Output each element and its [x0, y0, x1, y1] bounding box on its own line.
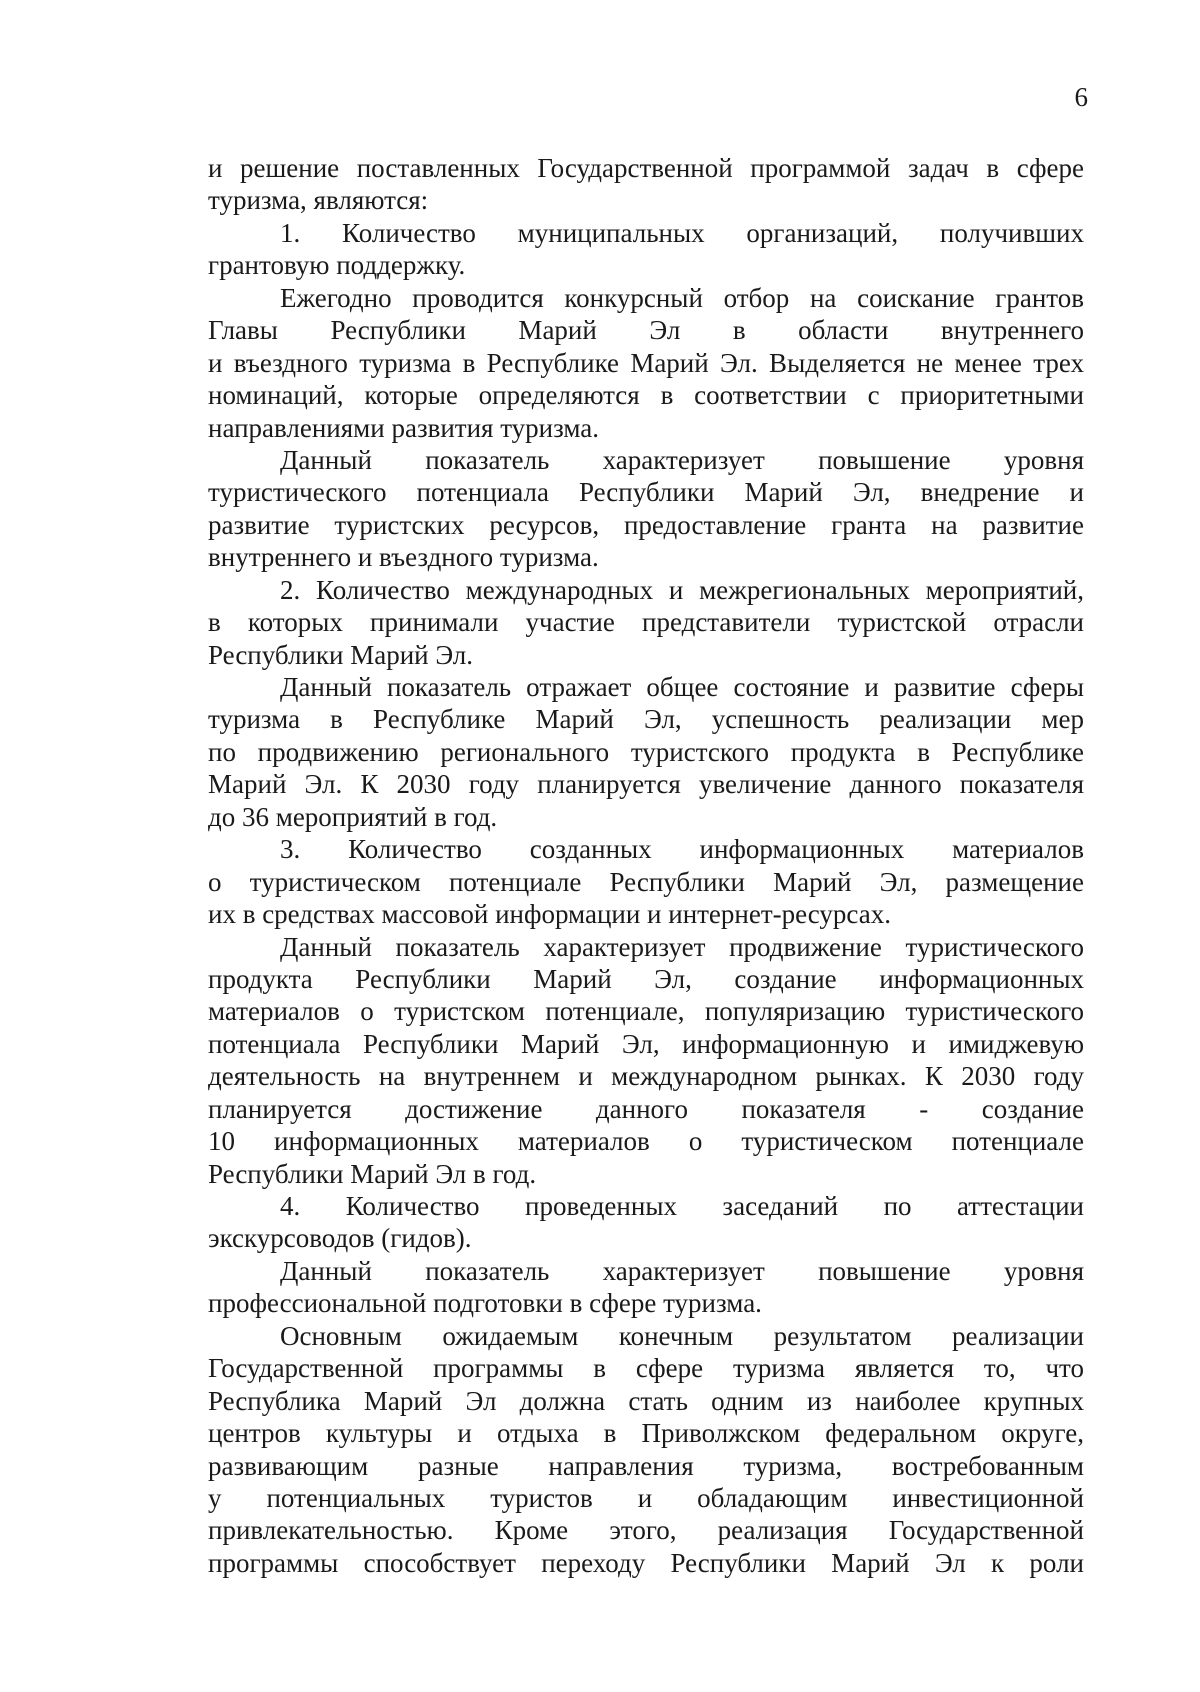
text-line: у потенциальных туристов и обладающим инвестиционной — [208, 1482, 1084, 1513]
document-body — [208, 152, 1084, 1579]
text-line: 4. Количество проведенных заседаний по аттестации — [280, 1191, 1084, 1221]
text-line: центров культуры и отдыха в Приволжском федеральном округе, — [208, 1418, 1084, 1449]
text-line: экскурсоводов (гидов). — [208, 1223, 472, 1254]
text-line: Данный показатель отражает общее состояние и развитие сферы — [280, 672, 1084, 702]
text-line: Главы Республики Марий Эл в области внутреннего — [208, 315, 1084, 346]
text-line: туризма, являются: — [208, 185, 429, 216]
text-line: Данный показатель характеризует повышение уровня — [280, 444, 1084, 475]
text-line: программы способствует переходу Республики Марий Эл к роли — [208, 1547, 1084, 1578]
text-line: развитие туристских ресурсов, предоставление гранта на развитие — [208, 509, 1084, 540]
text-line: и въездного туризма в Республике Марий Эл. Выделяется не менее трех — [208, 347, 1084, 378]
page-number: 6 — [1074, 82, 1088, 112]
text-line: 1. Количество муниципальных организаций, получивших — [280, 217, 1084, 248]
text-line: по продвижению регионального туристского продукта в Республике — [208, 736, 1084, 767]
text-line: в которых принимали участие представители туристской отрасли — [208, 607, 1084, 638]
text-line: развивающим разные направления туризма, востребованным — [208, 1450, 1084, 1481]
text-line: Государственной программы в сфере туризма является то, что — [208, 1353, 1084, 1384]
text-line: грантовую поддержку. — [208, 250, 466, 281]
text-line: планируется достижение данного показателя - создание — [208, 1093, 1084, 1124]
text-line: материалов о туристском потенциале, популяризацию туристического — [208, 996, 1084, 1027]
text-line: Республики Марий Эл в год. — [208, 1158, 537, 1189]
text-line: Данный показатель характеризует продвижение туристического — [280, 931, 1084, 962]
text-line: 3. Количество созданных информационных материалов — [280, 834, 1084, 865]
text-line: Республики Марий Эл. — [208, 639, 474, 670]
text-line: потенциала Республики Марий Эл, информационную и имиджевую — [208, 1028, 1084, 1059]
text-line: привлекательностью. Кроме этого, реализация Государственной — [208, 1515, 1084, 1546]
text-line: Республика Марий Эл должна стать одним из наиболее крупных — [208, 1385, 1084, 1416]
text-line: профессиональной подготовки в сфере туризма. — [208, 1288, 762, 1319]
text-line: о туристическом потенциале Республики Марий Эл, размещение — [208, 866, 1084, 897]
text-line: направлениями развития туризма. — [208, 412, 600, 443]
text-line: продукта Республики Марий Эл, создание информационных — [208, 963, 1084, 994]
text-line: туризма в Республике Марий Эл, успешность реализации мер — [208, 704, 1084, 735]
text-line: Основным ожидаемым конечным результатом реализации — [280, 1320, 1084, 1351]
text-line: внутреннего и въездного туризма. — [208, 542, 599, 573]
text-line: Марий Эл. К 2030 году планируется увеличение данного показателя — [208, 769, 1084, 800]
text-line: деятельность на внутреннем и международном рынках. К 2030 году — [208, 1061, 1084, 1092]
text-line: до 36 мероприятий в год. — [208, 801, 498, 832]
text-line: их в средствах массовой информации и интернет-ресурсах. — [208, 899, 891, 930]
text-line: туристического потенциала Республики Марий Эл, внедрение и — [208, 477, 1084, 508]
text-line: 2. Количество международных и межрегиональных мероприятий, — [280, 574, 1084, 605]
text-line: номинаций, которые определяются в соответствии с приоритетными — [208, 380, 1084, 411]
text-line: Ежегодно проводится конкурсный отбор на соискание грантов — [280, 282, 1084, 313]
text-line: и решение поставленных Государственной программой задач в сфере — [208, 153, 1084, 183]
text-line: 10 информационных материалов о туристическом потенциале — [208, 1126, 1084, 1157]
text-line: Данный показатель характеризует повышение уровня — [280, 1255, 1084, 1286]
